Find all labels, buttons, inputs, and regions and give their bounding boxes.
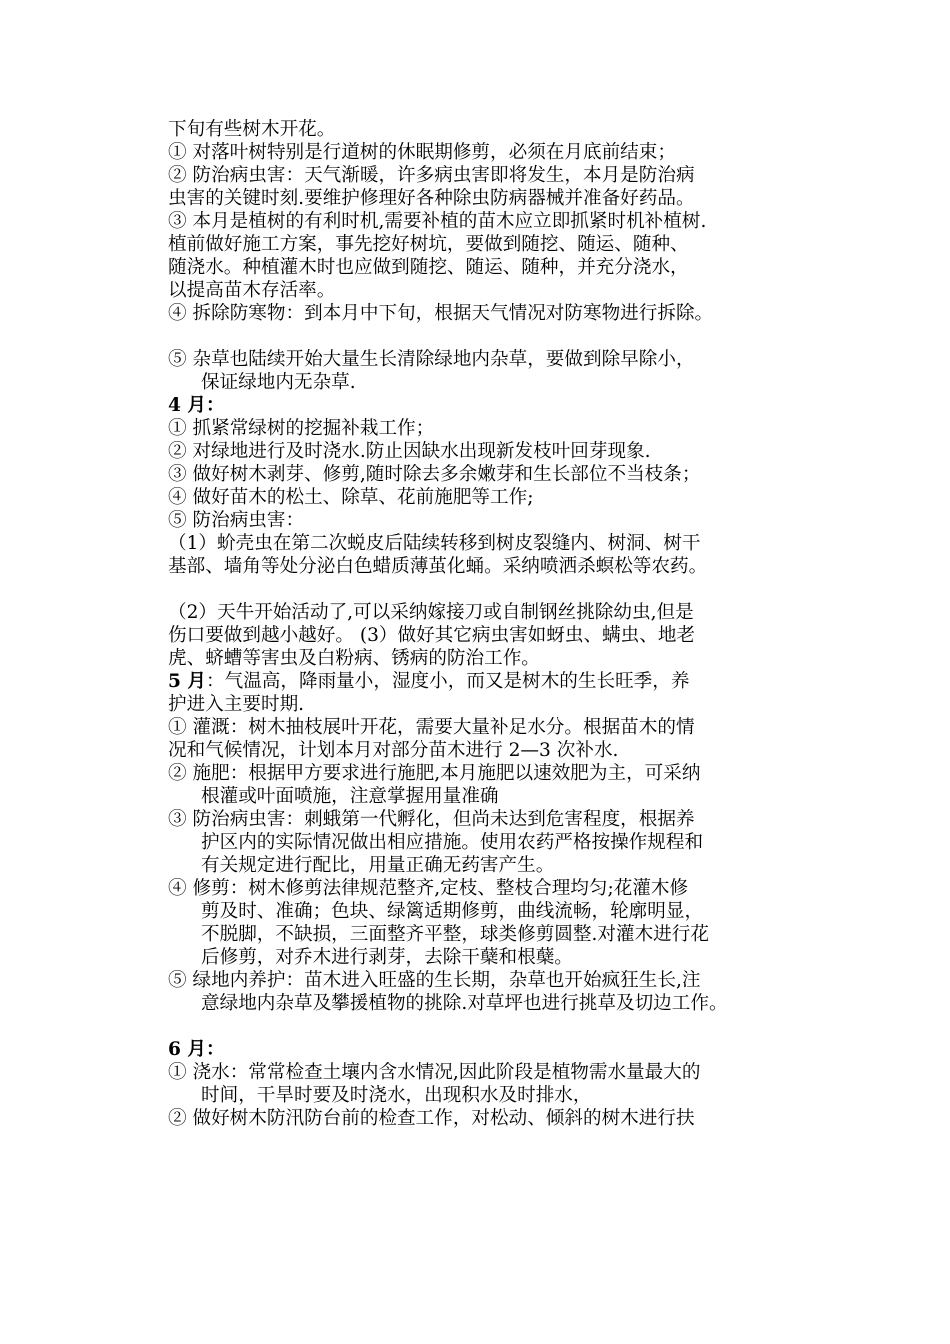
may-item-5: ⑤ 绿地内养护：苗木进入旺盛的生长期，杂草也开始疯狂生长,注 意绿地内杂草及攀援植物的挑除.对草坪也进行挑草及切边工作。 [168,970,728,1014]
april-item-2: ② 对绿地进行及时浇水.防止因缺水出现新发枝叶回芽现象. [168,441,651,462]
document-page [168,118,830,1130]
april-item-3: ③ 做好树木剥芽、修剪,随时除去多余嫩芽和生长部位不当枝条； [168,464,701,485]
may-item-2: ② 施肥：根据甲方要求进行施肥,本月施肥以速效肥为主，可采纳 根灌或叶面喷施，注意掌握用量准确 [168,763,701,807]
march-item-5: ⑤ 杂草也陆续开始大量生长清除绿地内杂草，要做到除早除小， 保证绿地内无杂草. [168,349,695,393]
may-heading: 5 月 [168,671,207,692]
may-item-3: ③ 防治病虫害：刺蛾第一代孵化，但尚未达到危害程度，根据养 护区内的实际情况做出相应措施。使用农药严格按操作规程和 有关规定进行配比，用量正确无药害产生。 [168,809,704,876]
april-item-4: ④ 做好苗木的松土、除草、花前施肥等工作; [168,487,534,508]
april-heading: 4 月： [168,395,225,416]
june-item-2: ② 做好树木防汛防台前的检查工作，对松动、倾斜的树木进行扶 [168,1108,695,1129]
may-item-1: ① 灌溉：树木抽枝展叶开花，需要大量补足水分。根据苗木的情 况和气候情况，计划本月对部分苗木进行 2—3 次补水. [168,717,695,761]
march-item-3: ③ 本月是植树的有利时机,需要补植的苗木应立即抓紧时机补植树. 植前做好施工方案，事先挖好树坑，要做到随挖、随运、随种、 随浇水。种植灌木时也应做到随挖、随运、随种，并充分浇水， 以提高苗木存活率。 [168,211,707,301]
march-item-2: ② 防治病虫害：天气渐暖，许多病虫害即将发生，本月是防治病 虫害的关键时刻.要维护修理好各种除虫防病器械并准备好药品。 [168,165,695,209]
march-intro: 下旬有些树木开花。 [168,119,336,140]
april-item-1: ① 抓紧常绿树的挖掘补栽工作； [168,418,435,439]
april-item-5: ⑤ 防治病虫害： [168,510,305,531]
june-item-1: ① 浇水：常常检查土壤内含水情况,因此阶段是植物需水量最大的 时间，干旱时要及时浇水，出现积水及时排水， [168,1062,701,1106]
may-item-4: ④ 修剪：树木修剪法律规范整齐,定枝、整枝合理均匀;花灌木修 剪及时、准确；色块、绿篱适期修剪，曲线流畅，轮廓明显， 不脱脚，不缺损，三面整齐平整，球类修剪圆整.对灌木进行花 后修剪，对乔木进行剥芽，去除干蘖和根蘖。 [168,878,709,968]
april-pest-1: （1）蚧壳虫在第二次蜕皮后陆续转移到树皮裂缝内、树洞、树干 基部、墙角等处分泌白色蜡质薄茧化蛹。采纳喷洒杀螟松等农药。 [168,533,708,577]
june-heading: 6 月： [168,1039,225,1060]
may-intro: 5 月：气温高，降雨量小，湿度小，而又是树木的生长旺季，养 护进入主要时期. [168,671,690,715]
march-item-4: ④ 拆除防寒物：到本月中下旬，根据天气情况对防寒物进行拆除。 [168,303,714,324]
march-item-1: ① 对落叶树特别是行道树的休眠期修剪，必须在月底前结束； [168,142,676,163]
april-pest-2: （2）天牛开始活动了,可以采纳嫁接刀或自制钢丝挑除幼虫,但是 伤口要做到越小越好。 (3）做好其它病虫害如蚜虫、螨虫、地老 虎、蛴螬等害虫及白粉病、锈病的防治工作。 [168,602,696,669]
